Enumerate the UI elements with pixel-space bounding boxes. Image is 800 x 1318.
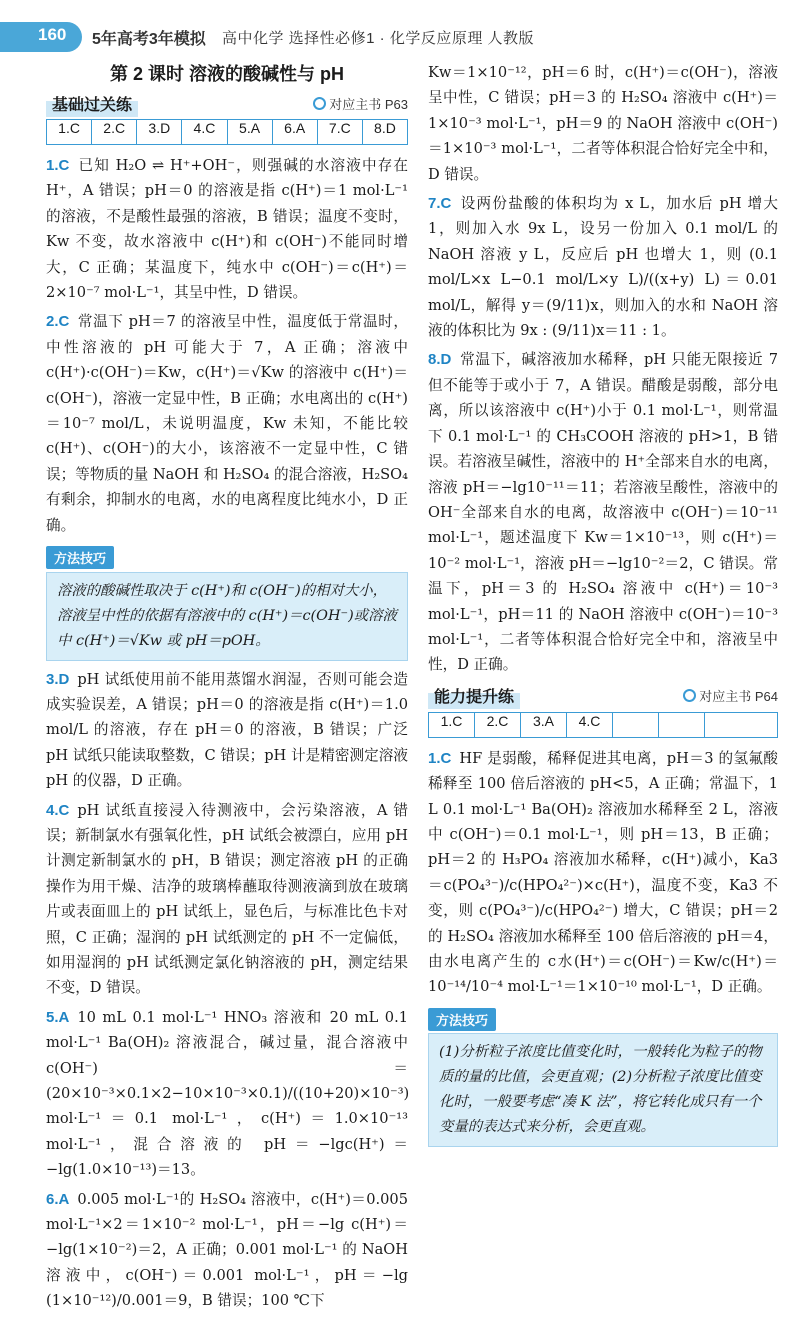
book-series: 5年高考3年模拟 bbox=[92, 31, 206, 48]
basic-ref bbox=[313, 94, 408, 113]
answer-cell: 2.C bbox=[475, 713, 521, 737]
question-number: 2.C bbox=[46, 313, 70, 331]
question-6 bbox=[46, 1187, 408, 1314]
method-tip-box: (1)分析粒子浓度比值变化时，一般转化为粒子的物质的量的比值，会更直观；(2)分析粒子浓度比值变化时，一般要考虑“凑 K 法”，将它转化成只有一个变量的表达式来分析，会更直观。 bbox=[428, 1033, 778, 1147]
right-column bbox=[428, 60, 778, 1153]
answer-cell-empty bbox=[705, 713, 750, 737]
page-header bbox=[0, 0, 800, 58]
question-3 bbox=[46, 667, 408, 794]
question-number: 1.C bbox=[428, 749, 452, 767]
book-subtitle: 高中化学 选择性必修1 · 化学反应原理 人教版 bbox=[222, 30, 535, 47]
basic-answer-table bbox=[46, 119, 408, 145]
question-explanation: 10 mL 0.1 mol·L⁻¹ HNO₃ 溶液和 20 mL 0.1 mol·L⁻¹ Ba(OH)₂ 溶液混合，碱过量，混合溶液中 c(OH⁻)＝(20×10⁻³×0.1×2−10×10⁻³×0.1)/((10+20)×10⁻³) mol·L⁻¹＝0.1 mol·L⁻¹，c(H⁺)＝1.0×10⁻¹³ mol·L⁻¹，混合溶液的 pH＝−lgc(H⁺)＝−lg(1.0×10⁻¹³)＝13。 bbox=[46, 1008, 410, 1179]
answer-cell: 5.A bbox=[228, 120, 273, 144]
question-explanation: 常温下 pH＝7 的溶液呈中性，温度低于常温时，中性溶液的 pH 可能大于 7，A 正确；溶液中 c(H⁺)·c(OH⁻)＝Kw，c(H⁺)＝√Kw 的溶液中 c(H⁺)＝c(OH⁻)，溶液一定显中性，B 正确；水电离出的 c(H⁺)＝10⁻⁷ mol/L，未说明温度，Kw 未知，不能比较 c(H⁺)、c(OH⁻)的大小，该溶液不一定显中性，C 错误；等物质的量 NaOH 和 H₂SO₄ 的混合溶液，H₂SO₄ 有剩余，抑制水的电离，水的电离程度比纯水小，D 正确。 bbox=[46, 313, 408, 534]
question-number: 1.C bbox=[46, 157, 70, 174]
advanced-question-1 bbox=[428, 746, 778, 1000]
question-number: 3.D bbox=[46, 670, 70, 688]
left-column bbox=[46, 60, 408, 1318]
question-explanation: HF 是弱酸，稀释促进其电离，pH＝3 的氢氟酸稀释至 100 倍后溶液的 pH<5，A 正确；常温下，1 L 0.1 mol·L⁻¹ Ba(OH)₂ 溶液加水稀释至 2 L，溶液中 c(OH⁻)＝0.1 mol·L⁻¹，则 pH＝13，B 正确；pH＝2 的 H₃PO₄ 溶液加水稀释，c(H⁺)减小，Ka3＝c(PO₄³⁻)/c(HPO₄²⁻)×c(H⁺)，温度不变，Ka3 不变，则 c(PO₄³⁻)/c(HPO₄²⁻) 增大，C 错误；pH＝2 的 H₂SO₄ 溶液加水稀释至 100 倍后溶液的 pH＝4，由水电离产生的 c水(H⁺)＝c(OH⁻)＝Kw/c(H⁺)＝10⁻¹⁴/10⁻⁴ mol·L⁻¹＝1×10⁻¹⁰ mol·L⁻¹，D 正确。 bbox=[428, 749, 778, 996]
method-tip-box: 溶液的酸碱性取决于 c(H⁺)和 c(OH⁻)的相对大小，溶液呈中性的依据有溶液中的 c(H⁺)＝c(OH⁻)或溶液中 c(H⁺)＝√Kw 或 pH＝pOH。 bbox=[46, 572, 408, 661]
question-explanation: pH 试纸直接浸入待测液中，会污染溶液，A 错误；新制氯水有强氧化性，pH 试纸会被漂白，应用 pH 计测定新制氯水的 pH，B 错误；测定溶液 pH 的正确操作为用干燥、洁净的玻璃棒蘸取待测液滴到放在玻璃片或表面皿上的 pH 试纸上，显色后，与标准比色卡对照，C 正确；湿润的 pH 试纸测定的 pH 不一定偏低，如用湿润的 pH 试纸测定氯化钠溶液的 pH，测定结果不变，D 错误。 bbox=[46, 801, 408, 997]
question-8 bbox=[428, 347, 778, 677]
answer-cell: 2.C bbox=[92, 120, 137, 144]
question-explanation: pH 试纸使用前不能用蒸馏水润湿，否则可能会造成实验误差，A 错误；pH＝0 的溶液是指 c(H⁺)＝1.0 mol/L 的溶液，存在 pH＝0 的溶液，B 错误；广泛 pH 试纸只能读取整数，C 错误；pH 计是精密测定溶液 pH 的仪器，D 正确。 bbox=[46, 670, 408, 790]
answer-cell-empty bbox=[613, 713, 659, 737]
advanced-ref-text: 对应主书 P64 bbox=[699, 689, 778, 705]
method-tip-label: 方法技巧 bbox=[46, 546, 114, 569]
question-number: 7.C bbox=[428, 195, 452, 213]
answer-cell-empty bbox=[659, 713, 705, 737]
advanced-section-title: 能力提升练 bbox=[428, 682, 520, 709]
answer-cell: 4.C bbox=[567, 713, 613, 737]
answer-cell: 3.D bbox=[137, 120, 182, 144]
advanced-section-header bbox=[428, 682, 778, 710]
question-explanation: 设两份盐酸的体积均为 x L，加水后 pH 增大 1，则加入水 9x L，设另一份加入 0.1 mol/L 的 NaOH 溶液 y L，反应后 pH 也增大 1，则 (0.1 mol/L×x L−0.1 mol/L×y L)/((x+y) L)＝0.01 mol/L，解得 y＝(9/11)x，则加入的水和 NaOH 溶液的体积比为 9x : (9/11)x＝11 : 1。 bbox=[428, 195, 778, 340]
answer-cell: 3.A bbox=[521, 713, 567, 737]
question-2 bbox=[46, 309, 408, 538]
method-tip-label: 方法技巧 bbox=[428, 1008, 496, 1031]
answer-cell: 7.C bbox=[318, 120, 363, 144]
magnifier-icon bbox=[313, 97, 326, 110]
question-number: 5.A bbox=[46, 1008, 70, 1026]
question-explanation: 常温下，碱溶液加水稀释，pH 只能无限接近 7 但不能等于或小于 7，A 错误。醋酸是弱酸，部分电离，所以该溶液中 c(H⁺)小于 0.1 mol·L⁻¹，则常温下 0.1 mol·L⁻¹ 的 CH₃COOH 溶液的 pH>1，B 错误。若溶液呈碱性，溶液中的 H⁺全部来自水的电离，溶液 pH＝−lg10⁻¹¹＝11；若溶液呈酸性，溶液中的 OH⁻全部来自水的电离，故溶液中 c(OH⁻)＝10⁻¹¹ mol·L⁻¹，题述温度下 Kw＝1×10⁻¹³，则 c(H⁺)＝10⁻² mol·L⁻¹，溶液 pH＝−lg10⁻²＝2，C 错误。常温下，pH＝3 的 H₂SO₄ 溶液中 c(H⁺)＝10⁻³ mol·L⁻¹，pH＝11 的 NaOH 溶液中 c(OH⁻)＝10⁻³ mol·L⁻¹，二者等体积混合恰好完全中和，溶液呈中性，D 正确。 bbox=[428, 351, 778, 674]
lesson-title: 第 2 课时 溶液的酸碱性与 pH bbox=[109, 64, 344, 84]
question-5 bbox=[46, 1005, 408, 1183]
question-6-continued: Kw＝1×10⁻¹²，pH＝6 时，c(H⁺)＝c(OH⁻)，溶液呈中性，C 错误；pH＝3 的 H₂SO₄ 溶液中 c(H⁺)＝1×10⁻³ mol·L⁻¹，pH＝9 的 NaOH 溶液中 c(OH⁻)＝1×10⁻³ mol·L⁻¹，二者等体积混合恰好完全中和，D 错误。 bbox=[428, 64, 778, 183]
question-explanation: 已知 H₂O ⇌ H⁺+OH⁻，则强碱的水溶液中存在 H⁺，A 错误；pH＝0 的溶液是指 c(H⁺)＝1 mol·L⁻¹ 的溶液，不是酸性最强的溶液，B 错误；温度不变时，Kw 不变，故水溶液中 c(H⁺)和 c(OH⁻)不能同时增大，C 正确；某温度下，纯水中 c(OH⁻)＝c(H⁺)＝2×10⁻⁷ mol·L⁻¹，其呈中性，D 错误。 bbox=[46, 157, 408, 302]
question-number: 6.A bbox=[46, 1190, 70, 1208]
basic-ref-text: 对应主书 P63 bbox=[329, 96, 408, 112]
magnifier-icon bbox=[683, 689, 696, 702]
question-4 bbox=[46, 798, 408, 1001]
basic-section-title: 基础过关练 bbox=[46, 90, 138, 117]
advanced-ref bbox=[683, 686, 778, 705]
question-number: 8.D bbox=[428, 351, 452, 369]
answer-cell: 4.C bbox=[182, 120, 227, 144]
advanced-answer-table bbox=[428, 712, 778, 738]
basic-section-header bbox=[46, 89, 408, 117]
answer-cell: 1.C bbox=[429, 713, 475, 737]
page-number: 160 bbox=[38, 25, 67, 44]
answer-cell: 6.A bbox=[273, 120, 318, 144]
answer-cell: 8.D bbox=[374, 120, 396, 136]
answer-cell: 1.C bbox=[47, 120, 92, 144]
question-number: 4.C bbox=[46, 801, 70, 819]
question-explanation: 0.005 mol·L⁻¹的 H₂SO₄ 溶液中，c(H⁺)＝0.005 mol·L⁻¹×2＝1×10⁻² mol·L⁻¹，pH＝−lg c(H⁺)＝−lg(1×10⁻²)＝2，A 正确；0.001 mol·L⁻¹ 的 NaOH 溶液中，c(OH⁻)＝0.001 mol·L⁻¹，pH＝−lg (1×10⁻¹²)/0.001＝9，B 错误；100 ℃下 bbox=[46, 1190, 408, 1310]
question-1 bbox=[46, 153, 408, 305]
question-7 bbox=[428, 191, 778, 343]
